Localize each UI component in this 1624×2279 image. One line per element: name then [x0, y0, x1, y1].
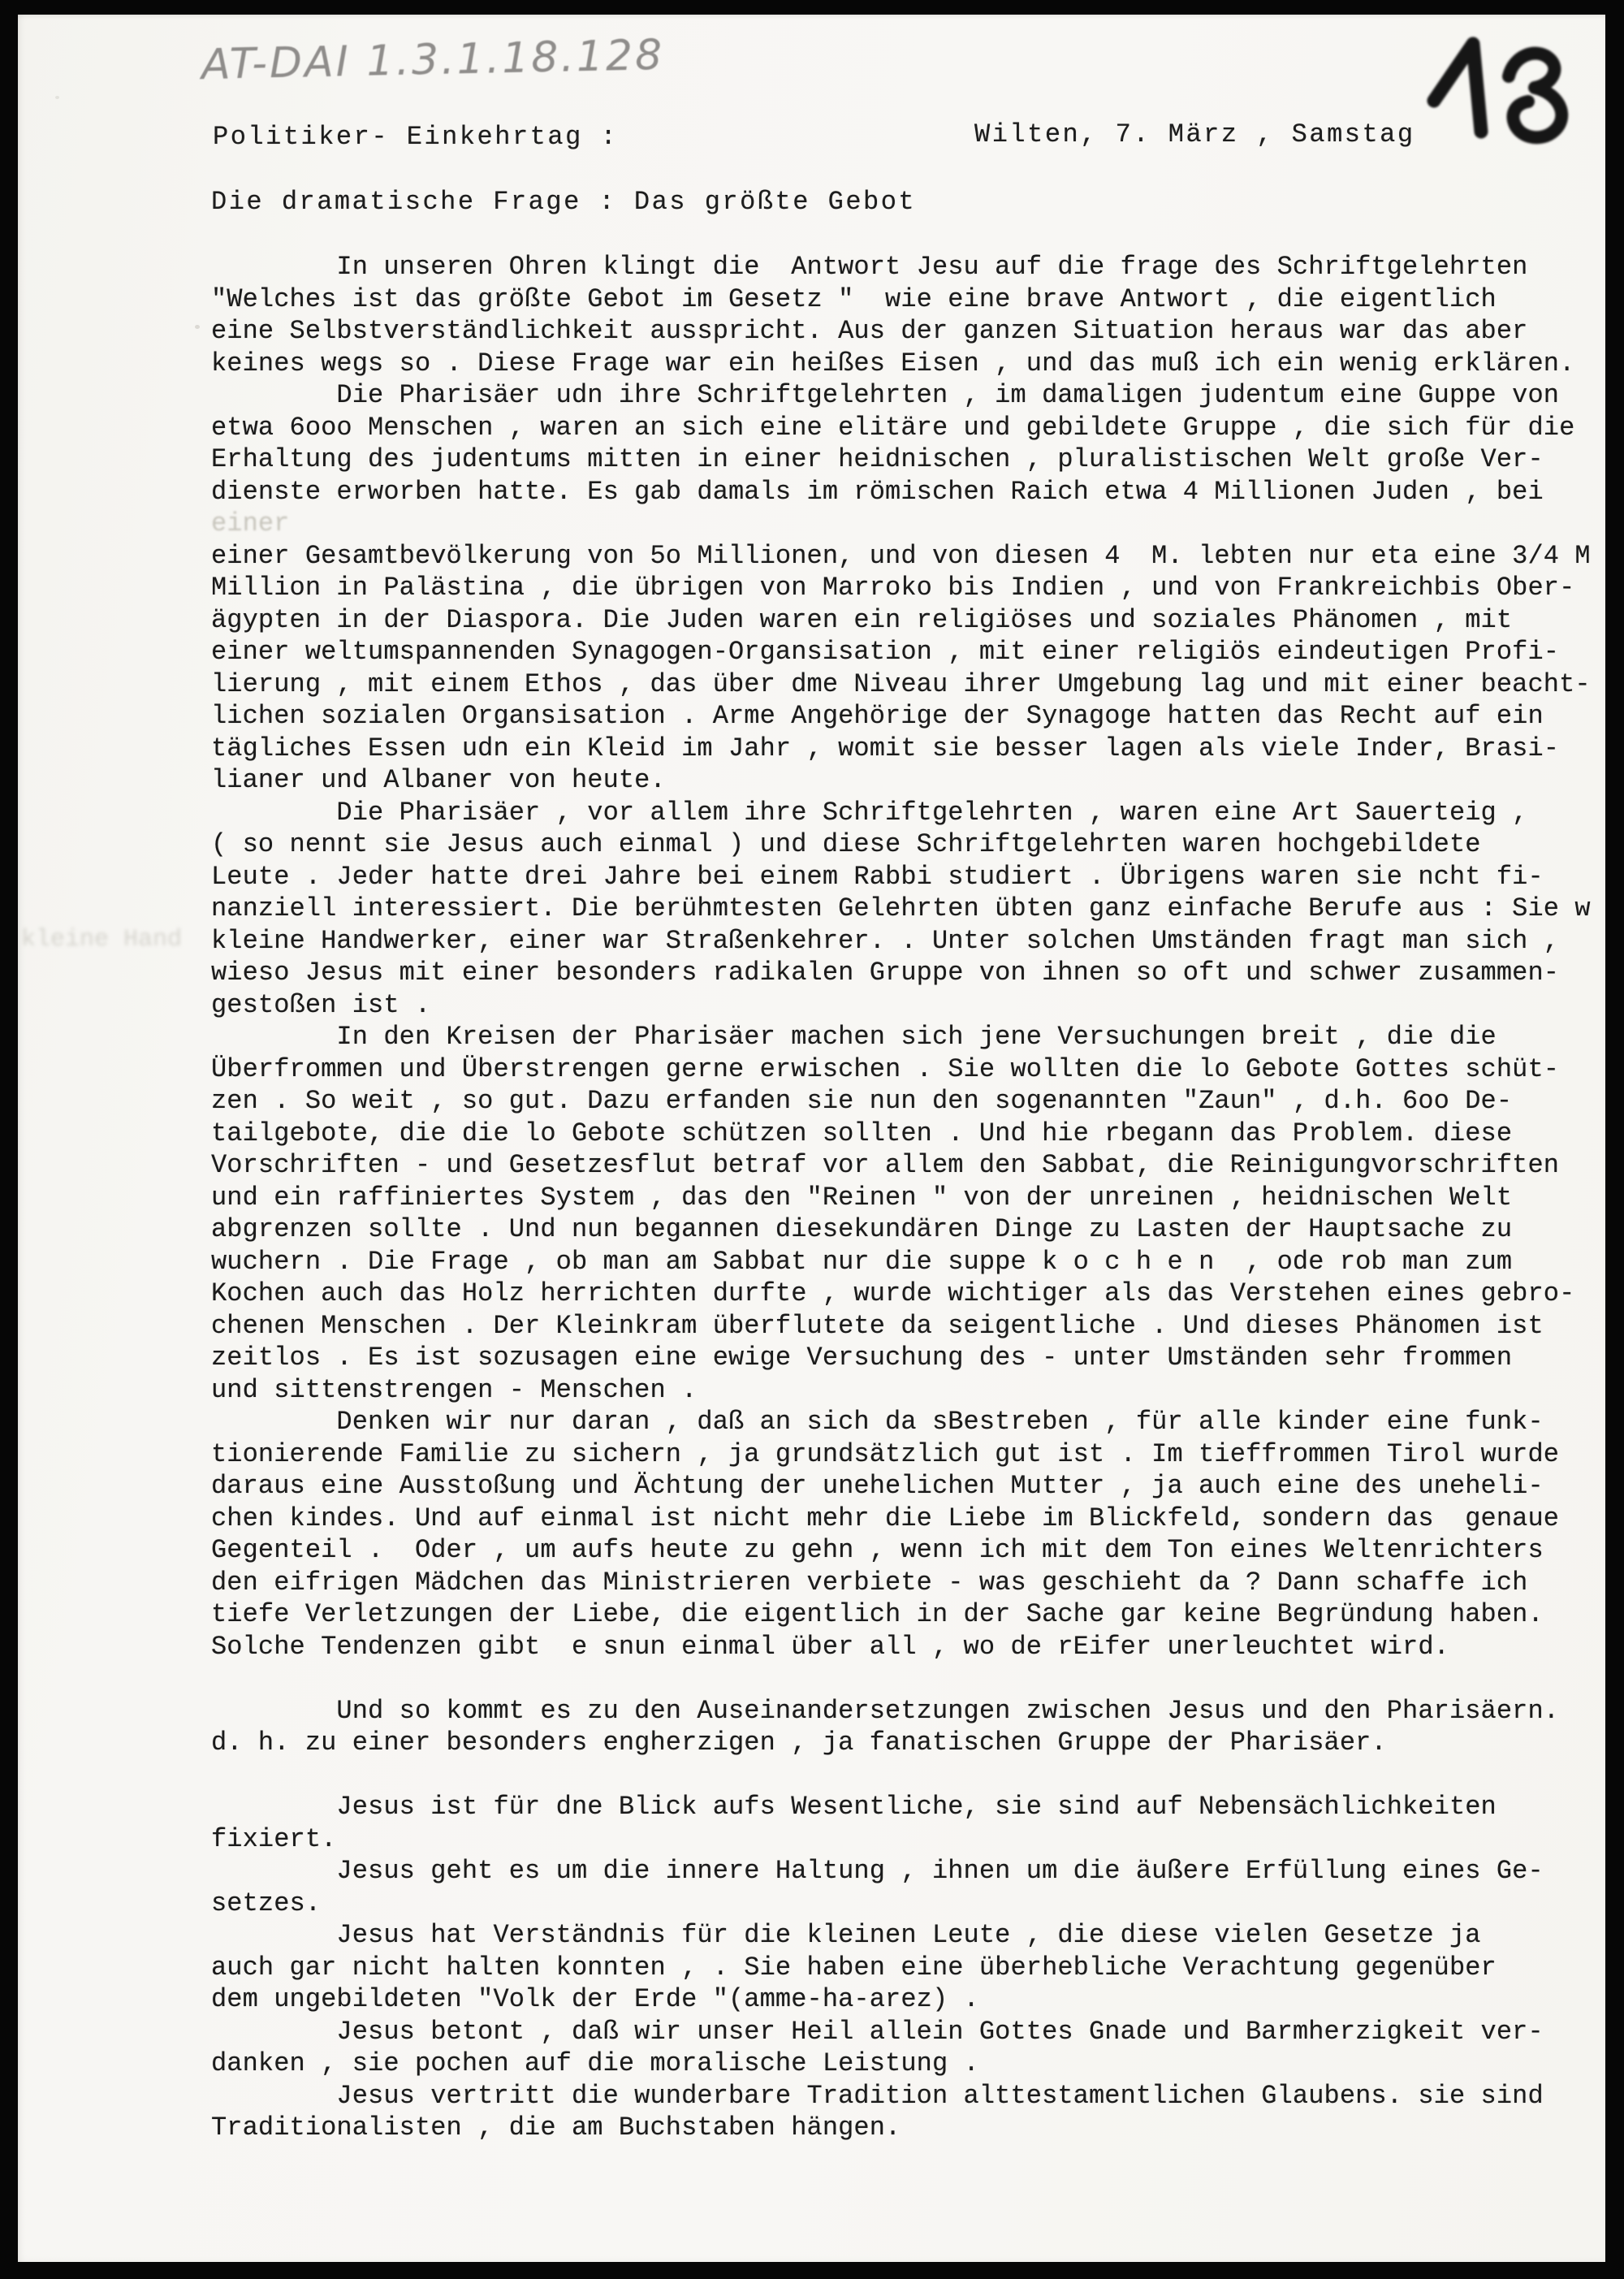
text-line: Und so kommt es zu den Auseinandersetzungen zwischen Jesus und den Pharisäern. [211, 1695, 1560, 1726]
document-title: Die dramatische Frage : Das größte Gebot [211, 187, 917, 217]
text-line: In den Kreisen der Pharisäer machen sich jene Versuchungen breit , die die [211, 1022, 1497, 1052]
text-line [211, 1663, 1605, 1695]
text-line: Kochen auch das Holz herrichten durfte , wurde wichtiger als das Verstehen eines gebro- [211, 1278, 1575, 1308]
ghost-text-line: einer [211, 508, 290, 538]
document-header-dateline: Wilten, 7. März , Samstag [974, 119, 1415, 149]
text-line: Jesus hat Verständnis für die kleinen Leute , die diese vielen Gesetze ja [211, 1920, 1481, 1950]
text-line: In unseren Ohren klingt die Antwort Jesu auf die frage des Schriftgelehrten [211, 252, 1528, 282]
text-line: einer Gesamtbevölkerung von 5o Millionen, und von diesen 4 M. lebten nur eta eine 3/4 M [211, 540, 1591, 571]
text-line: dem ungebildeten "Volk der Erde "(amme-ha-arez) . [211, 1984, 979, 2014]
text-line: etwa 6ooo Menschen , waren an sich eine elitäre und gebildete Gruppe , die sich für die [211, 412, 1575, 443]
text-line: kleine Handwerker, einer war Straßenkehrer. . Unter solchen Umständen fragt man sich , [211, 925, 1560, 956]
text-line: ( so nennt sie Jesus auch einmal ) und diese Schriftgelehrten waren hochgebildete [211, 829, 1481, 859]
text-line: d. h. zu einer besonders engherzigen , ja fanatischen Gruppe der Pharisäer. [211, 1728, 1387, 1758]
text-line: Die Pharisäer , vor allem ihre Schriftgelehrten , waren eine Art Sauerteig , [211, 797, 1528, 828]
text-line: ägypten in der Diaspora. Die Juden waren ein religiöses und soziales Phänomen , mit [211, 604, 1513, 635]
text-line: Erhaltung des judentums mitten in einer heidnischen , pluralistischen Welt große Ver- [211, 444, 1544, 474]
paper-speck [195, 325, 200, 329]
text-line: eine Selbstverständlichkeit ausspricht. Aus der ganzen Situation heraus war das aber [211, 316, 1528, 346]
text-line: "Welches ist das größte Gebot im Gesetz " wie eine brave Antwort , die eigentlich [211, 283, 1497, 314]
text-line: Jesus ist für dne Blick aufs Wesentliche, sie sind auf Nebensächlichkeiten [211, 1792, 1497, 1822]
handwritten-page-number [1408, 23, 1595, 153]
text-line: keines wegs so . Diese Frage war ein heißes Eisen , und das muß ich ein wenig erklären. [211, 348, 1575, 378]
archive-signature-annotation: AT-DAI 1.3.1.18.128 [201, 31, 665, 89]
text-line: Die Pharisäer udn ihre Schriftgelehrten , im damaligen judentum eine Guppe von [211, 380, 1560, 410]
text-line: dienste erworben hatte. Es gab damals im römischen Raich etwa 4 Millionen Juden , bei [211, 476, 1544, 507]
text-line: fixiert. [211, 1823, 337, 1854]
text-line: wieso Jesus mit einer besonders radikalen Gruppe von ihnen so oft und schwer zusammen- [211, 958, 1560, 988]
text-line: Million in Palästina , die übrigen von Marroko bis Indien , und von Frankreichbis Ober- [211, 573, 1575, 603]
text-line: einer weltumspannenden Synagogen-Organsisation , mit einer religiös eindeutigen Profi- [211, 637, 1560, 667]
text-line: Leute . Jeder hatte drei Jahre bei einem Rabbi studiert . Übrigens waren sie ncht fi- [211, 861, 1544, 892]
text-line: setzes. [211, 1888, 322, 1918]
text-line: tionierende Familie zu sichern , ja grundsätzlich gut ist . Im tieffrommen Tirol wurde [211, 1438, 1560, 1469]
text-line: tiefe Verletzungen der Liebe, die eigentlich in der Sache gar keine Begründung haben. [211, 1599, 1544, 1629]
text-line: tailgebote, die die lo Gebote schützen sollten . Und hie rbegann das Problem. diese [211, 1118, 1513, 1148]
text-line: Traditionalisten , die am Buchstaben hängen. [211, 2113, 901, 2143]
text-line: gestoßen ist . [211, 989, 431, 1020]
text-line: den eifrigen Mädchen das Ministrieren verbiete - was geschieht da ? Dann schaffe ich [211, 1567, 1528, 1598]
text-line: Solche Tendenzen gibt e snun einmal über all , wo de rEifer unerleuchtet wird. [211, 1631, 1449, 1662]
text-line: Jesus betont , daß wir unser Heil allein Gottes Gnade und Barmherzigkeit ver- [211, 2016, 1544, 2047]
text-line: Vorschriften - und Gesetzesflut betraf vor allem den Sabbat, die Reinigungvorschriften [211, 1150, 1560, 1180]
text-line: wuchern . Die Frage , ob man am Sabbat nur die suppe k o c h e n , ode rob man zum [211, 1246, 1513, 1277]
text-line: lichen sozialen Organsisation . Arme Angehörige der Synagoge hatten das Recht auf ein [211, 701, 1544, 731]
text-line: lianer und Albaner von heute. [211, 765, 666, 795]
text-line: chenen Menschen . Der Kleinkram überflutete da seigentliche . Und dieses Phänomen ist [211, 1310, 1544, 1341]
text-line: zen . So weit , so gut. Dazu erfanden sie nun den sogenannten "Zaun" , d.h. 6oo De- [211, 1086, 1513, 1116]
document-page [18, 15, 1605, 2262]
body-lines [211, 251, 1605, 2144]
text-line: und sittenstrengen - Menschen . [211, 1374, 698, 1405]
text-line: zeitlos . Es ist sozusagen eine ewige Versuchung des - unter Umständen sehr frommen [211, 1343, 1513, 1373]
text-line: tägliches Essen udn ein Kleid im Jahr , womit sie besser lagen als viele Inder, Brasi- [211, 733, 1560, 763]
text-line: chen kindes. Und auf einmal ist nicht mehr die Liebe im Blickfeld, sondern das genaue [211, 1503, 1560, 1533]
text-line: Jesus vertritt die wunderbare Tradition alttestamentlichen Glaubens. sie sind [211, 2080, 1544, 2111]
paper-speck [55, 96, 59, 99]
text-line: auch gar nicht halten konnten , . Sie haben eine überhebliche Verachtung gegenüber [211, 1952, 1497, 1983]
text-line: Denken wir nur daran , daß an sich da sBestreben , für alle kinder eine funk- [211, 1407, 1544, 1437]
text-line: Gegenteil . Oder , um aufs heute zu gehn , wenn ich mit dem Ton eines Weltenrichters [211, 1535, 1544, 1565]
text-line: daraus eine Ausstoßung und Ächtung der unehelichen Mutter , ja auch eine des uneheli- [211, 1471, 1544, 1501]
document-header-left: Politiker- Einkehrtag : [213, 122, 619, 152]
text-line: nanziell interessiert. Die berühmtesten Gelehrten übten ganz einfache Berufe aus : Sie w [211, 893, 1591, 923]
text-line: lierung , mit einem Ethos , das über dme Niveau ihrer Umgebung lag und mit einer beacht- [211, 668, 1591, 699]
margin-ghost-smudge: kleine Hand [21, 926, 183, 954]
text-line: danken , sie pochen auf die moralische Leistung . [211, 2048, 979, 2078]
text-line: Jesus geht es um die innere Haltung , ihnen um die äußere Erfüllung eines Ge- [211, 1856, 1544, 1886]
text-line [211, 1759, 1605, 1792]
text-line: und ein raffiniertes System , das den "Reinen " von der unreinen , heidnischen Welt [211, 1182, 1513, 1213]
text-line: abgrenzen sollte . Und nun begannen diesekundären Dinge zu Lasten der Hauptsache zu [211, 1214, 1513, 1244]
text-line: Überfrommen und Überstrengen gerne erwischen . Sie wollten die lo Gebote Gottes schüt- [211, 1053, 1560, 1084]
